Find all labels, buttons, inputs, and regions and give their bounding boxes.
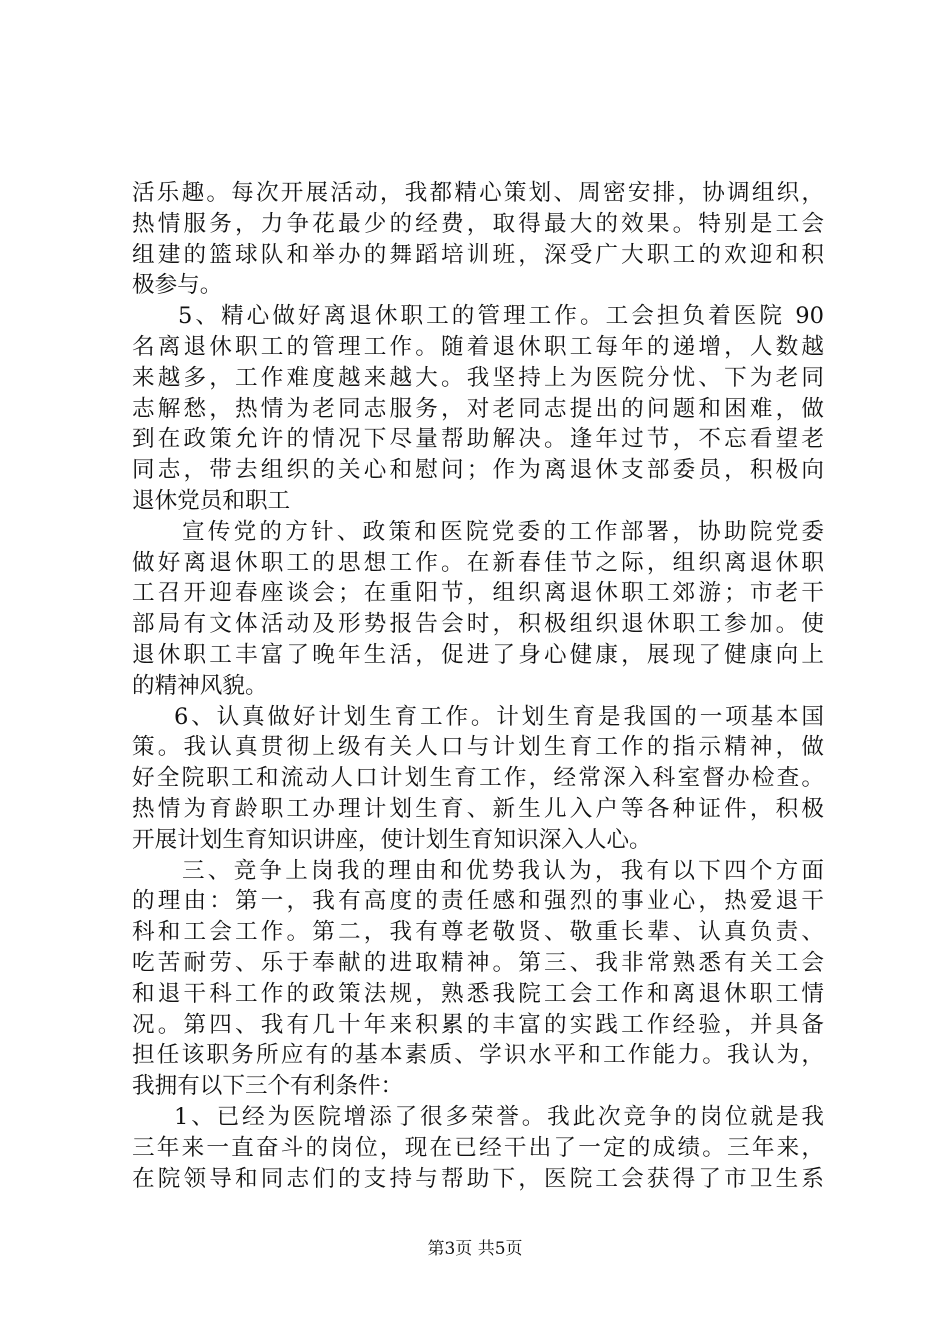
- text-line: 活乐趣。每次开展活动，我都精心策划、周密安排，协调组织，: [132, 180, 824, 206]
- text-line: 部局有文体活动及形势报告会时，积极组织退休职工参加。使: [132, 611, 824, 638]
- paragraph-start-line: 宣传党的方针、政策和医院党委的工作部署，协助院党委: [182, 518, 824, 545]
- paragraph-start-line: 三、竞争上岗我的理由和优势我认为，我有以下四个方面: [182, 857, 824, 884]
- text-line: 同志，带去组织的关心和慰问；作为离退休支部委员，积极向: [132, 457, 824, 484]
- text-line: 到在政策允许的情况下尽量帮助解决。逢年过节，不忘看望老: [132, 426, 824, 453]
- paragraph-start-line: 1、已经为医院增添了很多荣誉。我此次竞争的岗位就是我: [174, 1103, 824, 1130]
- page-number-footer: 第3页 共5页: [427, 1239, 523, 1259]
- paragraph-start-line: 5、精心做好离退休职工的管理工作。工会担负着医院 90: [178, 303, 824, 330]
- text-line: 退休职工丰富了晚年生活，促进了身心健康，展现了健康向上: [132, 641, 824, 668]
- text-line: 况。第四、我有几十年来积累的丰富的实践工作经验，并具备: [132, 1011, 824, 1038]
- text-line: 工召开迎春座谈会；在重阳节，组织离退休职工郊游；市老干: [132, 580, 824, 607]
- text-line: 热情服务，力争花最少的经费，取得最大的效果。特别是工会: [132, 210, 824, 237]
- text-line: 的理由：第一，我有高度的责任感和强烈的事业心，热爱退干: [132, 888, 824, 915]
- text-line: 名离退休职工的管理工作。随着退休职工每年的递增，人数越: [132, 333, 824, 360]
- text-line: 和退干科工作的政策法规，熟悉我院工会工作和离退休职工情: [132, 980, 824, 1007]
- text-line: 组建的篮球队和举办的舞蹈培训班，深受广大职工的欢迎和积: [132, 241, 824, 268]
- text-line: 的精神风貌。: [132, 672, 268, 699]
- text-line: 退休党员和职工: [132, 487, 291, 514]
- paragraph-start-line: 6、认真做好计划生育工作。计划生育是我国的一项基本国: [174, 703, 824, 730]
- text-line: 来越多，工作难度越来越大。我坚持上为医院分忧、下为老同: [132, 364, 824, 391]
- text-line: 策。我认真贯彻上级有关人口与计划生育工作的指示精神，做: [132, 734, 824, 761]
- text-line: 热情为育龄职工办理计划生育、新生儿入户等各种证件，积极: [132, 795, 824, 822]
- text-line: 吃苦耐劳、乐于奉献的进取精神。第三、我非常熟悉有关工会: [132, 949, 824, 976]
- text-line: 我拥有以下三个有利条件：: [132, 1073, 404, 1100]
- text-line: 极参与。: [132, 272, 223, 299]
- text-line: 在院领导和同志们的支持与帮助下，医院工会获得了市卫生系: [132, 1165, 824, 1192]
- document-body: [132, 178, 824, 1194]
- text-line: 担任该职务所应有的基本素质、学识水平和工作能力。我认为，: [132, 1042, 824, 1069]
- text-line: 做好离退休职工的思想工作。在新春佳节之际，组织离退休职: [132, 549, 824, 576]
- text-line: 开展计划生育知识讲座，使计划生育知识深入人心。: [132, 826, 652, 853]
- text-line: 科和工会工作。第二，我有尊老敬贤、敬重长辈、认真负责、: [132, 919, 824, 946]
- text-line: 好全院职工和流动人口计划生育工作，经常深入科室督办检查。: [132, 765, 824, 792]
- text-line: 志解愁，热情为老同志服务，对老同志提出的问题和困难，做: [132, 395, 824, 422]
- text-line: 三年来一直奋斗的岗位，现在已经干出了一定的成绩。三年来，: [132, 1134, 824, 1161]
